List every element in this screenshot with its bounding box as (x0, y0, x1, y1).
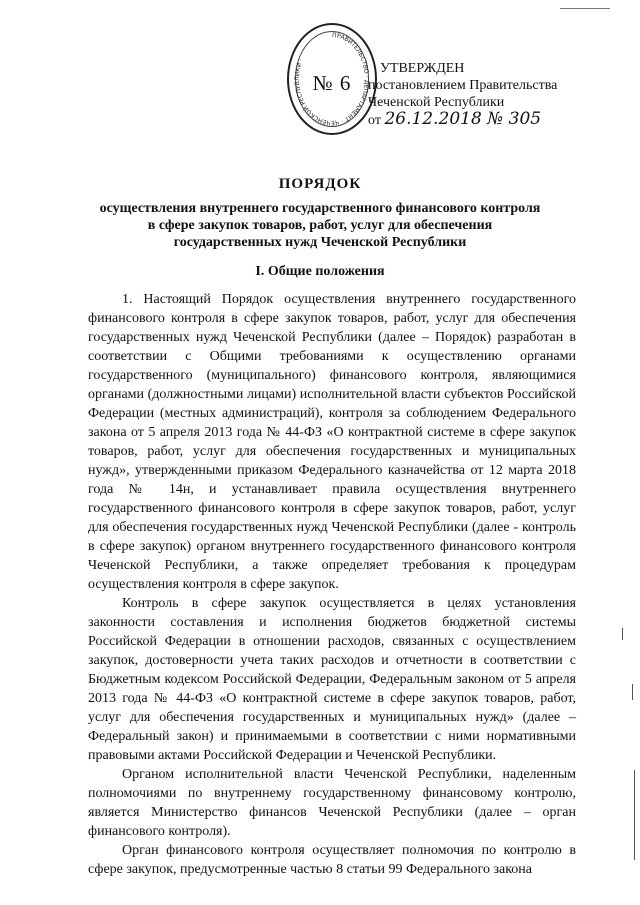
scan-margin-mark (622, 628, 623, 640)
approval-line-1: постановлением Правительства (368, 78, 558, 93)
approval-date-prefix: от (368, 113, 381, 128)
subtitle-line-3: государственных нужд Чеченской Республики (173, 235, 467, 250)
scan-mark (560, 8, 610, 9)
document-subtitle (60, 200, 580, 251)
section-heading: I. Общие положения (255, 264, 385, 279)
scan-margin-mark (632, 684, 633, 700)
handwritten-date-number: 26.12.2018 № 305 (384, 109, 542, 129)
subtitle-line-1: осуществления внутреннего государственного финансового контроля (99, 201, 541, 216)
approval-line-3 (368, 111, 557, 129)
paragraph-2: Контроль в сфере закупок осуществляется в целях установления законности составления и исполнения бюджетов бюджетной системы Российской Федерации в отношении расходов, связанных с осуществлением закупок, достоверности учета таких расходов и отчетности в соответствии с Бюджетным кодексом Российской Федерации, Федеральным законом от 5 апреля 2013 года № 44-ФЗ «О контрактной системе в сфере закупок товаров, работ, услуг для обеспечения государственных и муниципальных нужд» (далее – Федеральный закон) и принимаемыми в соответствии с ними нормативными правовыми актами Российской Федерации и Чеченской Республики. (88, 596, 576, 763)
document-title: ПОРЯДОК (278, 176, 362, 192)
svg-text:ПРАВИТЕЛЬСТВО · ДЕПАРТАМЕНТ ·: ПРАВИТЕЛЬСТВО · ДЕПАРТАМЕНТ · ЧЕЧЕНСКОЙ РЕСПУБЛИКИ · (293, 31, 370, 127)
seal-number: № 6 (312, 71, 352, 95)
scan-margin-mark (634, 770, 635, 860)
paragraph-3: Органом исполнительной власти Чеченской Республики, наделенным полномочиями по внутреннему государственному финансовому контролю, является Министерство финансов Чеченской Республики (далее – орган финансового контроля). (88, 767, 576, 839)
approval-block (368, 60, 557, 129)
paragraph-1: 1. Настоящий Порядок осуществления внутреннего государственного финансового контроля в сфере закупок товаров, работ, услуг для обеспечения государственных нужд Чеченской Республики (далее – Порядок) разработан в соответствии с Общими требованиями к осуществлению органами государственного (муниципального) финансового контроля, являющимися органами (должностными лицами) исполнительной власти субъектов Российской Федерации (местных администраций), контроля за соблюдением Федерального закона от 5 апреля 2013 года № 44-ФЗ «О контрактной системе в сфере закупок товаров, работ, услуг для обеспечения государственных и муниципальных нужд», утвержденными приказом Федерального казначейства от 12 марта 2018 года № 14н, и устанавливает правила осуществления внутреннего государственного финансового контроля в сфере закупок товаров, работ, услуг для обеспечения государственных нужд Чеченской Республики (далее - контроль в сфере закупок) органом внутреннего государственного финансового контроля Чеченской Республики, а также определяет требования к процедурам осуществления контроля в сфере закупок. (88, 292, 576, 592)
document-body (88, 290, 576, 879)
paragraph-4: Орган финансового контроля осуществляет полномочия по контролю в сфере закупок, предусмотренные частью 8 статьи 99 Федерального закона (88, 843, 576, 877)
subtitle-line-2: в сфере закупок товаров, работ, услуг для обеспечения (147, 218, 493, 233)
approval-line-2: Чеченской Республики (368, 95, 505, 110)
approval-label: УТВЕРЖДЕН (380, 61, 465, 76)
official-seal (287, 23, 377, 135)
